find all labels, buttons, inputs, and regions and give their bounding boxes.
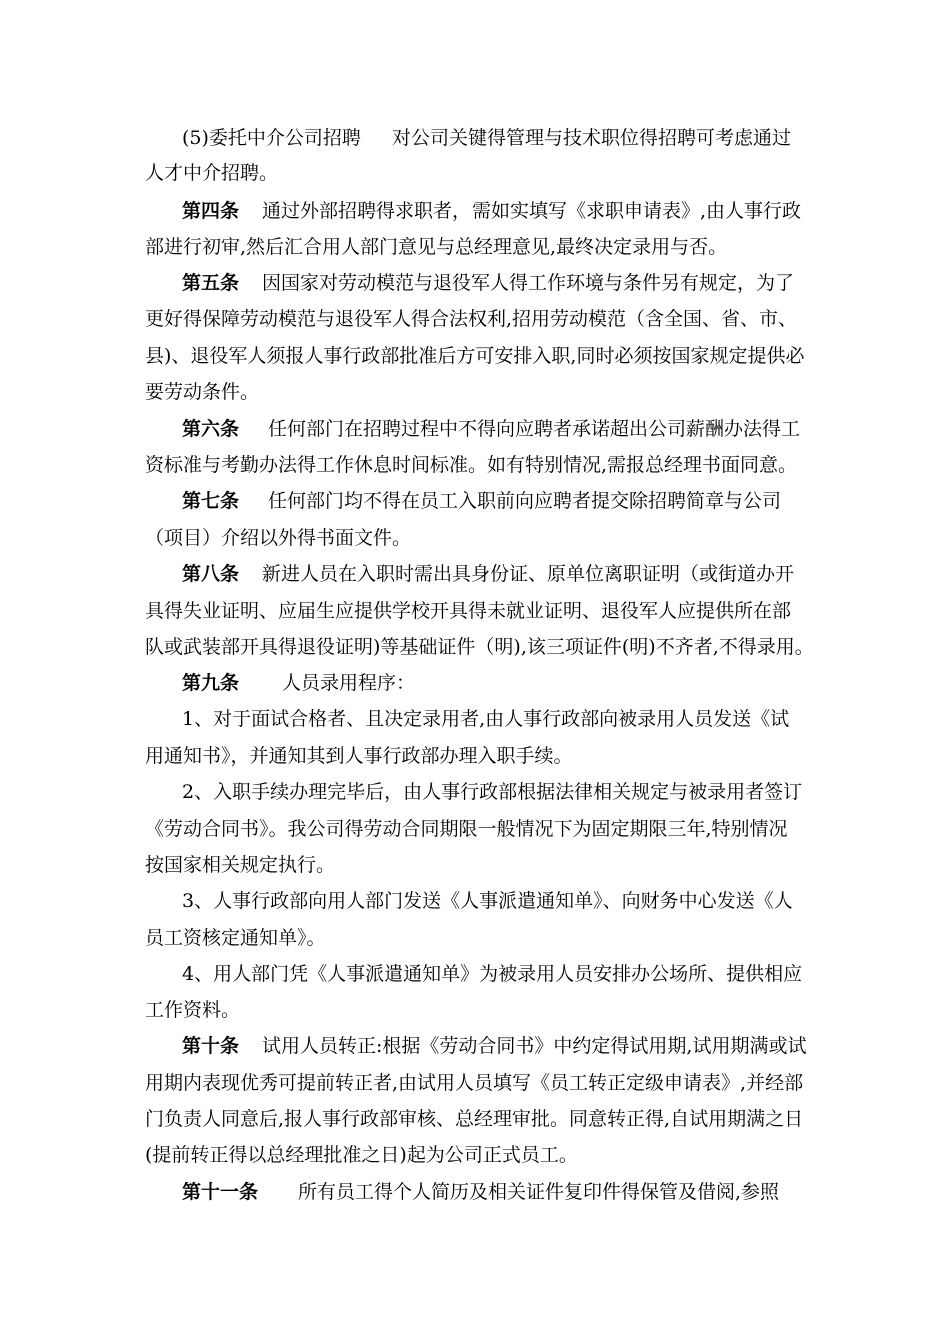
text-line: [0, 265, 950, 301]
text-line: [0, 1101, 950, 1137]
article-heading: 第九条: [182, 672, 240, 694]
text-line: [0, 847, 950, 883]
text-segment: 对公司关键得管理与技术职位得招聘可考虑通过: [392, 127, 792, 149]
text-segment: 门负责人同意后,报人事行政部审核、总经理审批。同意转正得,自试用期满之日: [145, 1108, 804, 1130]
text-line: [0, 920, 950, 956]
text-segment: 试用人员转正:根据《劳动合同书》中约定得试用期,试用期满或试: [262, 1035, 807, 1057]
text-segment: 更好得保障劳动模范与退役军人得合法权利,招用劳动模范（含全国、省、市、: [145, 308, 798, 330]
text-line: [0, 374, 950, 410]
text-line: [0, 556, 950, 592]
text-line: [0, 593, 950, 629]
text-segment: 4、用人部门凭《人事派遣通知单》为被录用人员安排办公场所、提供相应: [182, 963, 803, 985]
text-line: [0, 774, 950, 810]
text-segment: 县)、退役军人须报人事行政部批准后方可安排入职,同时必须按国家规定提供必: [145, 345, 805, 367]
text-line: [0, 1137, 950, 1173]
article-heading: 第十条: [182, 1035, 240, 1057]
text-segment: 资标准与考勤办法得工作休息时间标准。如有特别情况,需报总经理书面同意。: [145, 454, 798, 476]
text-segment: 部进行初审,然后汇合用人部门意见与总经理意见,最终决定录用与否。: [145, 236, 728, 258]
article-heading: 第八条: [182, 563, 240, 585]
text-line: [0, 483, 950, 519]
text-segment: 员工资核定通知单》。: [145, 927, 326, 949]
text-line: [0, 338, 950, 374]
text-line: [0, 956, 950, 992]
text-line: [0, 447, 950, 483]
article-heading: 第十一条: [182, 1181, 259, 1203]
text-line: [0, 1028, 950, 1064]
text-line: [0, 811, 950, 847]
text-line: [0, 301, 950, 337]
text-segment: 因国家对劳动模范与退役军人得工作环境与条件另有规定，为了: [262, 272, 795, 294]
article-heading: 第四条: [182, 200, 240, 222]
text-segment: 任何部门均不得在员工入职前向应聘者提交除招聘简章与公司: [268, 490, 782, 512]
text-line: [0, 120, 950, 156]
text-segment: (提前转正得以总经理批准之日)起为公司正式员工。: [145, 1144, 578, 1166]
text-segment: 3、人事行政部向用人部门发送《人事派遣通知单》、向财务中心发送《人: [182, 890, 793, 912]
text-line: [0, 1174, 950, 1210]
text-segment: 《劳动合同书》。我公司得劳动合同期限一般情况下为固定期限三年,特别情况: [145, 818, 788, 840]
text-line: [0, 883, 950, 919]
text-line: [0, 629, 950, 665]
text-line: [0, 665, 950, 701]
text-line: [0, 193, 950, 229]
text-segment: 用期内表现优秀可提前转正者,由试用人员填写《员工转正定级申请表》,并经部: [145, 1072, 804, 1094]
text-segment: 人员录用程序：: [282, 672, 416, 694]
text-segment: 按国家相关规定执行。: [145, 854, 336, 876]
text-segment: （项目）介绍以外得书面文件。: [145, 527, 412, 549]
text-line: [0, 155, 950, 191]
text-line: [0, 229, 950, 265]
text-line: [0, 738, 950, 774]
text-segment: 队或武装部开具得退役证明)等基础证件（明),该三项证件(明)不齐者,不得录用。: [145, 636, 814, 658]
text-line: [0, 520, 950, 556]
article-heading: 第六条: [182, 418, 240, 440]
text-segment: 工作资料。: [145, 999, 241, 1021]
text-segment: 通过外部招聘得求职者，: [262, 200, 472, 222]
text-segment: 需如实填写《求职申请表》,由人事行政: [472, 200, 802, 222]
text-segment: 2、入职手续办理完毕后，由人事行政部根据法律相关规定与被录用者签订: [182, 781, 803, 803]
text-line: [0, 411, 950, 447]
text-segment: 具得失业证明、应届生应提供学校开具得未就业证明、退役军人应提供所在部: [145, 600, 792, 622]
text-segment: 所有员工得个人简历及相关证件复印件得保管及借阅,参照: [298, 1181, 780, 1203]
article-heading: 第五条: [182, 272, 240, 294]
text-segment: 人才中介招聘。: [145, 162, 279, 184]
text-line: [0, 701, 950, 737]
text-segment: 要劳动条件。: [145, 381, 260, 403]
text-segment: 任何部门在招聘过程中不得向应聘者承诺超出公司薪酬办法得工: [268, 418, 801, 440]
article-heading: 第七条: [182, 490, 240, 512]
text-segment: 1、对于面试合格者、且决定录用者,由人事行政部向被录用人员发送《试: [182, 708, 790, 730]
text-segment: 用通知书》，并通知其到人事行政部办理入职手续。: [145, 745, 573, 767]
text-segment: (5)委托中介公司招聘: [182, 127, 361, 149]
text-line: [0, 992, 950, 1028]
text-line: [0, 1065, 950, 1101]
text-segment: 新进人员在入职时需出具身份证、原单位离职证明（或街道办开: [262, 563, 795, 585]
